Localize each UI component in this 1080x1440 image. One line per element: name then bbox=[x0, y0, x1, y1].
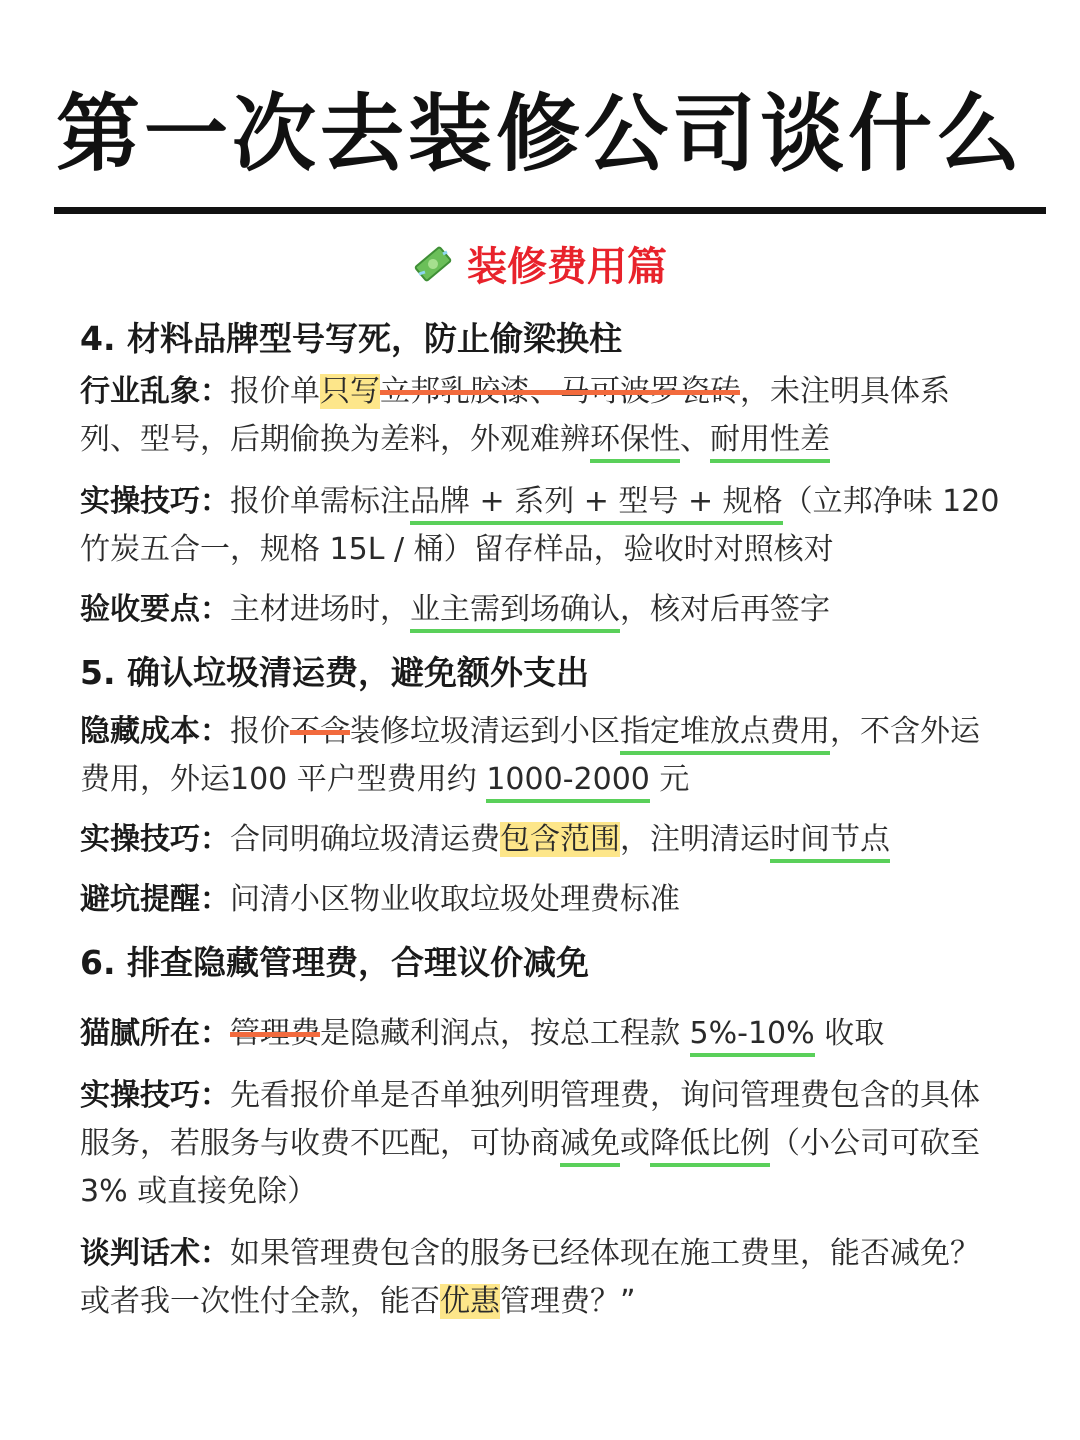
label: 验收要点： bbox=[80, 592, 230, 627]
text: ，注明清运 bbox=[620, 822, 770, 857]
underline: 品牌 + 系列 + 型号 + 规格 bbox=[410, 484, 783, 525]
text: 报价单 bbox=[230, 374, 320, 409]
strikethrough: 立邦乳胶漆、马可波罗瓷砖 bbox=[380, 374, 740, 409]
underline: 降低比例 bbox=[650, 1126, 770, 1167]
underline: 指定堆放点费用 bbox=[620, 714, 830, 755]
text: 、 bbox=[680, 422, 710, 457]
text: 收取 bbox=[814, 1016, 885, 1051]
label: 行业乱象： bbox=[80, 374, 230, 409]
text: 报价单需标注 bbox=[230, 484, 410, 519]
strikethrough: 不含 bbox=[290, 714, 350, 749]
section-6-script bbox=[80, 1230, 1000, 1326]
text: 报价 bbox=[230, 714, 290, 749]
highlight: 只写 bbox=[320, 374, 380, 409]
text: ，核对后再签字 bbox=[620, 592, 830, 627]
section-5-reminder bbox=[80, 876, 1000, 924]
underline: 环保性 bbox=[590, 422, 680, 463]
section-5-tips bbox=[80, 816, 1000, 864]
section-6-trick bbox=[80, 1010, 1000, 1058]
text: 主材进场时， bbox=[230, 592, 410, 627]
money-icon bbox=[413, 244, 453, 284]
underline: 5%-10% bbox=[690, 1016, 815, 1057]
strikethrough: 管理费 bbox=[230, 1016, 320, 1051]
section-6-heading: 6. 排查隐藏管理费，合理议价减免 bbox=[80, 943, 589, 982]
text: 或 bbox=[620, 1126, 650, 1161]
underline: 耐用性差 bbox=[710, 422, 830, 463]
text: 装修垃圾清运到小区 bbox=[350, 714, 620, 749]
text: 如果管理费包含的服务已经体现在施工费里，能否减免？或者我一次性付全款，能否 bbox=[80, 1236, 980, 1319]
section-5-hidden-cost bbox=[80, 708, 1000, 804]
subtitle bbox=[0, 244, 1080, 290]
label: 猫腻所在： bbox=[80, 1016, 230, 1051]
section-4-acceptance bbox=[80, 586, 1000, 634]
text: 元 bbox=[649, 762, 690, 797]
section-4-heading: 4. 材料品牌型号写死，防止偷梁换柱 bbox=[80, 319, 622, 358]
label: 实操技巧： bbox=[80, 822, 230, 857]
text: 是隐藏利润点，按总工程款 bbox=[320, 1016, 690, 1051]
text: 管理费？” bbox=[500, 1284, 636, 1319]
text: 合同明确垃圾清运费 bbox=[230, 822, 500, 857]
label: 谈判话术： bbox=[80, 1236, 230, 1271]
text: （立邦净味 120 竹炭五合一，规格 15L / 桶）留存样品，验收时对照核对 bbox=[80, 484, 1000, 567]
text: ，未注明具体系列、型号，后期偷换为差料，外观难辨 bbox=[80, 374, 950, 457]
text: 先看报价单是否单独列明管理费，询问管理费包含的具体服务，若服务与收费不匹配，可协商 bbox=[80, 1078, 980, 1161]
label: 实操技巧： bbox=[80, 484, 230, 519]
section-5-heading: 5. 确认垃圾清运费，避免额外支出 bbox=[80, 653, 589, 692]
label: 避坑提醒： bbox=[80, 882, 230, 917]
text: ，不含外运费用，外运100 平户型费用约 bbox=[80, 714, 980, 797]
text: 问清小区物业收取垃圾处理费标准 bbox=[230, 882, 680, 917]
underline: 业主需到场确认 bbox=[410, 592, 620, 633]
highlight: 包含范围 bbox=[500, 822, 620, 857]
subtitle-text: 装修费用篇 bbox=[467, 244, 667, 290]
highlight: 优惠 bbox=[440, 1284, 500, 1319]
page-title: 第一次去装修公司谈什么 bbox=[55, 85, 1024, 183]
underline: 1000-2000 bbox=[486, 762, 650, 803]
label: 实操技巧： bbox=[80, 1078, 230, 1113]
section-6-tips bbox=[80, 1072, 1000, 1216]
section-4-tips bbox=[80, 478, 1000, 574]
underline: 时间节点 bbox=[770, 822, 890, 863]
text: （小公司可砍至 3% 或直接免除） bbox=[80, 1126, 980, 1209]
title-divider bbox=[54, 207, 1046, 214]
section-4-industry-chaos bbox=[80, 368, 1000, 464]
label: 隐藏成本： bbox=[80, 714, 230, 749]
underline: 减免 bbox=[560, 1126, 620, 1167]
